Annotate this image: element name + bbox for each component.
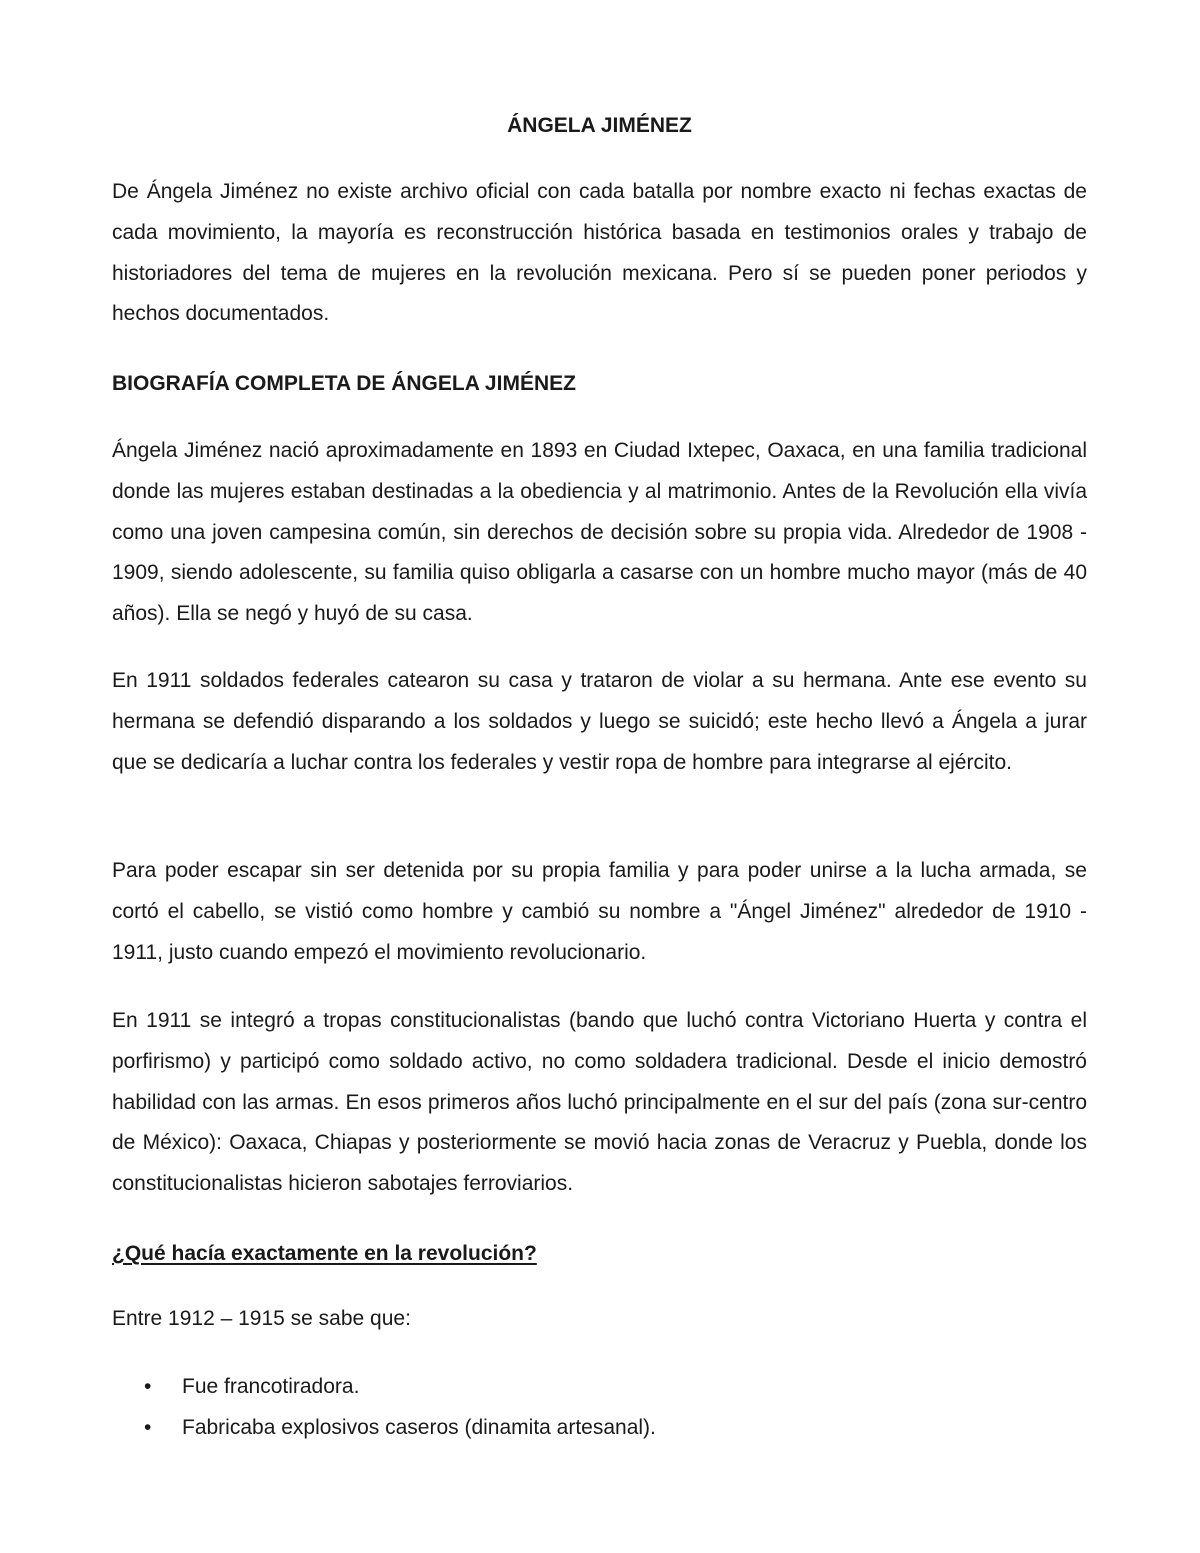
bullet-icon: • [144,1375,152,1398]
document-title: ÁNGELA JIMÉNEZ [507,114,692,137]
paragraph-1911: En 1911 soldados federales catearon su casa y trataron de violar a su hermana. Ante ese evento su hermana se defendió disparando a los soldados y luego se suicidó; este hecho llevó a Ángela a jurar que se dedicaría a luchar contra los federales y vestir ropa de hombre para integrarse al ejército. [112,669,1087,774]
bullet-list [112,1367,1087,1448]
list-item-text: Fue francotiradora. [182,1375,360,1398]
paragraph-escape: Para poder escapar sin ser detenida por su propia familia y para poder unirse a la lucha armada, se cortó el cabello, se vistió como hombre y cambió su nombre a "Ángel Jiménez" alrededor de 1910 - 1911, justo cuando empezó el movimiento revolucionario. [112,859,1087,964]
intro-paragraph: De Ángela Jiménez no existe archivo oficial con cada batalla por nombre exacto ni fechas exactas de cada movimiento, la mayoría es reconstrucción histórica basada en testimonios orales y trabajo de historiadores del tema de mujeres en la revolución mexicana. Pero sí se pueden poner periodos y hechos documentados. [112,180,1087,326]
paragraph-nacimiento: Ángela Jiménez nació aproximadamente en 1893 en Ciudad Ixtepec, Oaxaca, en una familia tradicional donde las mujeres estaban destinadas a la obediencia y al matrimonio. Antes de la Revolución ella vivía como una joven campesina común, sin derechos de decisión sobre su propia vida. Alrededor de 1908 - 1909, siendo adolescente, su familia quiso obligarla a casarse con un hombre mucho mayor (más de 40 años). Ella se negó y huyó de su casa. [112,439,1087,626]
list-item-text: Fabricaba explosivos caseros (dinamita artesanal). [182,1415,656,1439]
paragraph-tropas: En 1911 se integró a tropas constitucionalistas (bando que luchó contra Victoriano Huerta y contra el porfirismo) y participó como soldado activo, no como soldadera tradicional. Desde el inicio demostró habilidad con las armas. En esos primeros años luchó principalmente en el sur del país (zona sur-centro de México): Oaxaca, Chiapas y posteriormente se movió hacia zonas de Veracruz y Puebla, donde los constitucionalistas hicieron sabotajes ferroviarios. [112,1009,1087,1196]
bullet-icon: • [144,1415,152,1439]
section-heading-biografia: BIOGRAFÍA COMPLETA DE ÁNGELA JIMÉNEZ [112,372,576,395]
section2-intro: Entre 1912 – 1915 se sabe que: [112,1307,411,1330]
list-item [112,1367,1087,1408]
list-item [112,1408,1087,1449]
section-heading-revolucion [112,1240,1087,1268]
section-heading-revolucion-text: ¿Qué hacía exactamente en la revolución? [112,1242,537,1265]
